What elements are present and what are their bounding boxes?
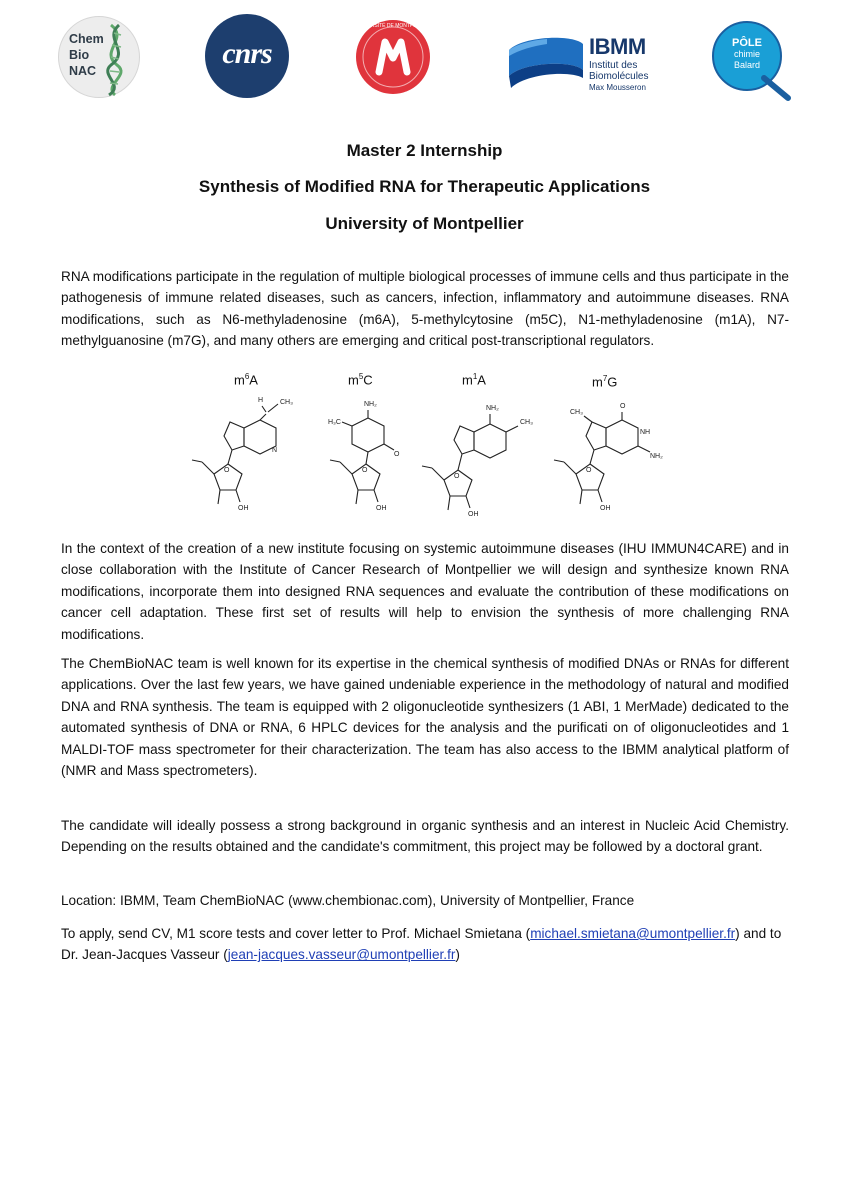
smietana-email-link[interactable]: michael.smietana@umontpellier.fr [530, 926, 736, 941]
ibmm-ribbon-icon [503, 30, 587, 96]
svg-text:O: O [362, 467, 368, 474]
svg-text:H₃C: H₃C [328, 419, 341, 426]
svg-text:OH: OH [376, 505, 387, 512]
svg-text:CH₃: CH₃ [280, 399, 293, 406]
structure-label-m1a: $m^1A$ [462, 372, 486, 388]
svg-text:CH₃: CH₃ [520, 419, 533, 426]
structure-label-m6a: $m^6A$ [234, 372, 258, 388]
ibmm-logo-title: IBMM [589, 34, 646, 59]
svg-text:OH: OH [468, 511, 479, 518]
internship-title: Master 2 Internship [346, 141, 503, 160]
context-paragraph: In the context of the creation of a new institute focusing on systemic autoimmune diseases (IHU IMMUN4CARE) and in close collaboration with the Institute of Cancer Research of Montpellier we will design and synthesize known RNA modifications, incorporate them into designed RNA sequences and evaluate the contribution of these modifications on cancer cell adaptation. These first set of results will help to envision the synthesis of more challenging RNA modifications. [61, 541, 789, 642]
svg-text:OH: OH [600, 505, 611, 512]
candidate-paragraph: The candidate will ideally possess a strong background in organic synthesis and an interest in Nucleic Acid Chemistry. Depending on the results obtained and the candidate's commitment, this project may be followed by a doctoral grant. [61, 818, 789, 855]
m1a-structure [416, 394, 546, 534]
m6a-structure [180, 390, 300, 520]
svg-text:NH₂: NH₂ [364, 401, 377, 408]
svg-text:NH₂: NH₂ [486, 405, 499, 412]
team-paragraph: The ChemBioNAC team is well known for its expertise in the chemical synthesis of modified DNAs or RNAs for different applications. Over the last few years, we have gained undeniable experience in the methodology of natural and modified DNA and RNA synthesis. The team is equipped with 2 oligonucleotide synthesizers (1 ABI, 1 MerMade) dedicated to the automated synthesis of DNA or RNA, 6 HPLC devices for the analysis and the purificati on of oligonucleotides and 1 MALDI-TOF mass spectrometer for their characterization. The team has also access to the IBMM analytical platform of (NMR and Mass spectrometers). [61, 656, 789, 779]
svg-text:UNIVERSITÉ DE MONTPELLIER: UNIVERSITÉ DE MONTPELLIER [355, 23, 431, 29]
svg-text:O: O [586, 467, 592, 474]
svg-text:OH: OH [238, 505, 249, 512]
svg-text:CH₃: CH₃ [570, 409, 583, 416]
svg-text:N: N [272, 447, 278, 454]
svg-text:O: O [620, 403, 626, 410]
svg-text:H: H [258, 397, 264, 404]
university-title: University of Montpellier [325, 214, 524, 233]
location-line: Location: IBMM, Team ChemBioNAC (www.chembionac.com), University of Montpellier, France [61, 893, 635, 908]
vasseur-email-link[interactable]: jean-jacques.vasseur@umontpellier.fr [227, 947, 456, 963]
ibmm-logo-subtitle: Institut des Biomolécules Max Mousseron [589, 60, 649, 92]
structure-label-m5c: $m^5C$ [348, 372, 373, 388]
structure-label-m7g: $m^7G$ [592, 374, 618, 390]
svg-text:O: O [454, 473, 460, 480]
svg-text:O: O [394, 451, 400, 458]
svg-text:NH: NH [640, 429, 651, 436]
university-montpellier-logo [355, 14, 431, 100]
project-title: Synthesis of Modified RNA for Therapeutic Applications [198, 177, 651, 196]
ibmm-logo [503, 30, 653, 96]
intro-paragraph: RNA modifications participate in the regulation of multiple biological processes of immune cells and thus participate in the pathogenesis of immune related diseases, such as cancers, infection, inflammatory and autoimmune diseases. RNA modifications, such as N6-methyladenosine (m6A), 5-methylcytosine (m5C), N1-methyladenosine (m1A), N7-methylguanosine (m7G), and many others are emerging and critical post-transcriptional regulators. [61, 269, 789, 349]
pole-chimie-balard-logo [712, 18, 792, 102]
svg-text:NH₂: NH₂ [650, 453, 663, 460]
chembionac-logo [58, 16, 140, 98]
cnrs-logo-text: cnrs [222, 37, 272, 70]
dna-helix-icon [59, 17, 141, 99]
apply-paragraph: To apply, send CV, M1 score tests and cover letter to Prof. Michael Smietana (michael.smietana@umontpellier.fr) and to Dr. Jean-Jacques Vasseur (jean-jacques.vasseur@umontpellier.fr) [61, 926, 782, 963]
chembionac-logo-text: Chem Bio NAC [69, 32, 104, 78]
m5c-structure [308, 390, 418, 520]
logo-bar [0, 14, 849, 104]
m7g-structure [540, 394, 680, 524]
svg-text:O: O [224, 467, 230, 474]
rna-modification-structures [180, 366, 680, 526]
cnrs-logo [205, 14, 289, 98]
pole-logo-text: PÔLE chimie Balard [732, 37, 762, 70]
